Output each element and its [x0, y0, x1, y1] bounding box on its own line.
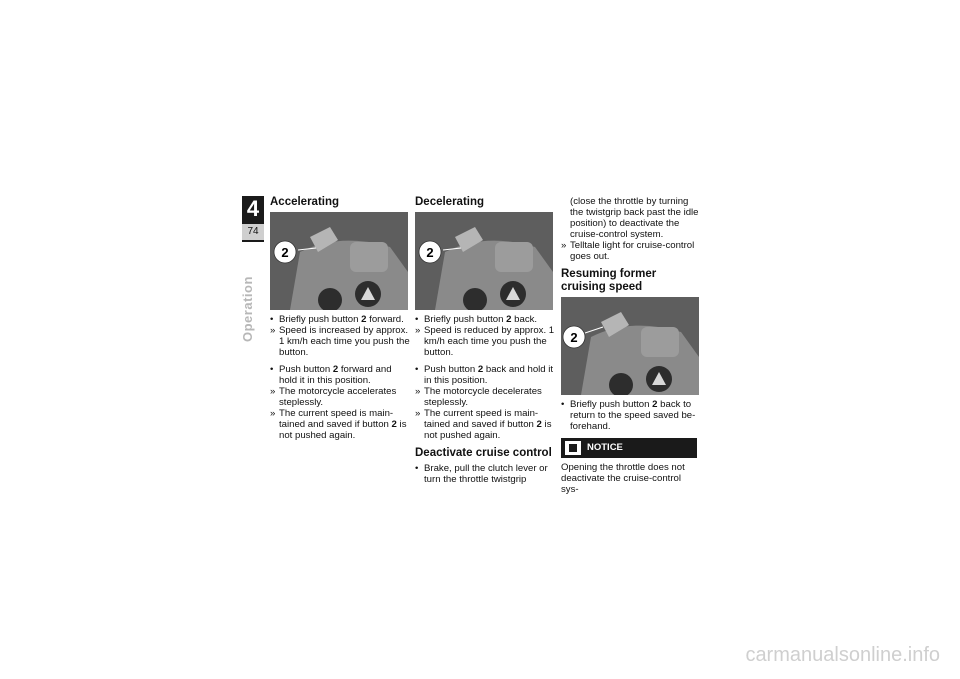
deactivate-step-1: • Brake, pull the clutch lever or turn the throttle twistgrip: [415, 463, 555, 485]
accelerating-heading: Accelerating: [270, 196, 340, 208]
watermark: carmanualsonline.info: [745, 644, 940, 666]
decel-step-2: • Push button 2 back and hold it in this position.: [415, 364, 555, 386]
notice-banner: [561, 438, 697, 458]
handlebar-switch-photo: [561, 297, 699, 395]
resuming-heading: Resuming former cruising speed: [561, 268, 657, 293]
accel-result-1: » Speed is increased by approx. 1 km/h each time you push the button.: [270, 325, 410, 358]
decelerating-heading: Decelerating: [415, 196, 485, 208]
page-number: 74: [242, 224, 264, 240]
notice-text: Opening the throttle does not deactivate the cruise-control sys-: [561, 462, 685, 495]
column-decelerating: [415, 196, 555, 485]
decel-result-2: » The motorcycle decelerates steplessly.: [415, 386, 555, 408]
section-label: Operation: [240, 276, 255, 342]
accel-step-1: • Briefly push button 2 forward.: [270, 314, 410, 325]
deactivate-step-continued: (close the throttle by turning the twistgrip back past the idle position) to deactivate the cruise-control system.: [570, 196, 699, 240]
notice-icon: [565, 441, 581, 455]
handlebar-switch-photo: [270, 212, 408, 310]
deactivate-heading: Deactivate cruise control: [415, 447, 552, 459]
accel-result-3: » The current speed is main- tained and saved if button 2 is not pushed again.: [270, 408, 410, 441]
notice-label: NOTICE: [587, 442, 623, 453]
column-accelerating: [270, 196, 410, 441]
decel-step-1: • Briefly push button 2 back.: [415, 314, 555, 325]
accel-step-2: • Push button 2 forward and hold it in this position.: [270, 364, 410, 386]
resume-step-1: • Briefly push button 2 back to return to the speed saved be- forehand.: [561, 399, 701, 432]
handlebar-switch-photo: [415, 212, 553, 310]
callout-number: 2: [570, 330, 578, 345]
accel-result-2: » The motorcycle accelerates steplessly.: [270, 386, 410, 408]
chapter-tab: [242, 196, 264, 242]
callout-number: 2: [426, 245, 434, 260]
deactivate-result-1: » Telltale light for cruise-control goes out.: [561, 240, 701, 262]
chapter-number: 4: [246, 196, 260, 221]
decel-result-3: » The current speed is main- tained and saved if button 2 is not pushed again.: [415, 408, 555, 441]
callout-number: 2: [281, 245, 289, 260]
decel-result-1: » Speed is reduced by approx. 1 km/h each time you push the button.: [415, 325, 555, 358]
column-resuming: [561, 196, 701, 495]
